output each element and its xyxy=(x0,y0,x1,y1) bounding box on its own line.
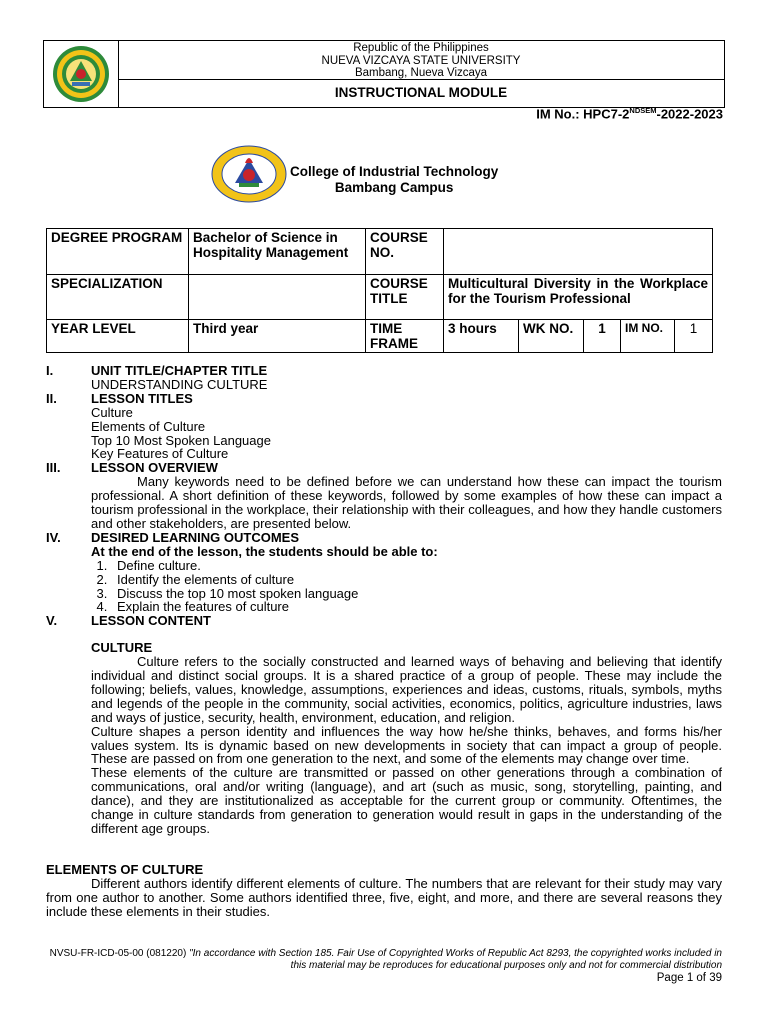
university-logo-cell xyxy=(44,41,119,107)
week-label: WK NO. xyxy=(519,320,584,353)
lesson-title-item: Elements of Culture xyxy=(91,418,206,434)
section-number: III. xyxy=(46,460,61,476)
section-number: V. xyxy=(46,613,58,629)
culture-heading: CULTURE xyxy=(91,640,153,656)
course-title-label: COURSE TITLE xyxy=(366,275,444,320)
section-heading: DESIRED LEARNING OUTCOMES xyxy=(91,529,300,545)
document-header xyxy=(43,40,725,108)
republic-line: Republic of the Philippines xyxy=(353,42,489,54)
section-lesson-overview xyxy=(46,461,722,531)
elements-text-1: Different authors identify different elements of culture. The numbers that are relevant for their study may vary from one author to another. Some authors identified three, five, eight, and more, and there are several reasons they include these elements in their studies. xyxy=(46,875,722,919)
degree-label: DEGREE PROGRAM xyxy=(47,229,189,275)
section-heading: LESSON OVERVIEW xyxy=(91,460,218,476)
form-code: NVSU-FR-ICD-05-00 (081220) xyxy=(49,948,187,959)
course-no-value xyxy=(444,229,713,275)
module-title: INSTRUCTIONAL MODULE xyxy=(334,85,508,100)
specialization-value xyxy=(189,275,366,320)
culture-paragraph-3: These elements of the culture are transmitted or passed on other generations through a combination of communications, oral and/or writing (language), and art (such as music, song, storytelling, painting, and dance), and they are institutionalized as acceptable for the current group or community. Oftentimes, the change in culture standards from generation to generation would result in gaps in the understanding of the different age groups. xyxy=(91,765,722,836)
section-number: IV. xyxy=(46,529,61,545)
week-value: 1 xyxy=(584,320,621,353)
time-frame-value: 3 hours xyxy=(444,320,519,353)
lesson-title-item: Culture xyxy=(91,404,133,420)
college-block xyxy=(290,164,498,196)
elements-heading: ELEMENTS OF CULTURE xyxy=(46,861,204,877)
section-lesson-content xyxy=(46,614,722,628)
im-no-label: IM NO. xyxy=(621,320,675,353)
lesson-title-item: Top 10 Most Spoken Language xyxy=(91,432,271,448)
im-number xyxy=(536,106,723,121)
section-number: II. xyxy=(46,390,57,406)
lesson-title-item: Key Features of Culture xyxy=(91,446,229,462)
overview-text: Many keywords need to be defined before we can understand how these can impact the tourism professional. A short definition of these keywords, followed by some examples of how these can impact a tourism professional in the workplace, their relationship with their colleagues, and how they handle customers and other stakeholders, are presented below. xyxy=(91,474,722,531)
culture-paragraph-2: Culture shapes a person identity and influences the way how he/she thinks, behaves, and forms his/her values system. Its is dynamic based on new developments in society that can impact a group of people. These are passed on from one generation to the next, and some of the elements may change over time. xyxy=(91,723,722,767)
page-number: Page 1 of 39 xyxy=(656,972,722,984)
cit-logo-icon xyxy=(211,145,287,203)
culture-text-1: Culture refers to the socially constructed and learned ways of behaving and believing that identify individual and distinct social groups. It is a shared practice of a group of people. These may include the following; beliefs, values, knowledge, assumptions, experiences and ideas, customs, rituals, symbols, myths and legends of the people in the community, social activities, economics, politics, agriculture industries, laws and ways of justice, security, health, environment, education, and religion. xyxy=(91,654,722,725)
section-heading: UNIT TITLE/CHAPTER TITLE xyxy=(91,363,268,378)
header-institution xyxy=(118,41,724,80)
degree-value: Bachelor of Science in Hospitality Management xyxy=(189,229,366,275)
campus-line: Bambang, Nueva Vizcaya xyxy=(354,67,488,79)
course-title-value xyxy=(444,275,713,320)
section-number: I. xyxy=(46,363,54,378)
specialization-label: SPECIALIZATION xyxy=(47,275,189,320)
unit-title: UNDERSTANDING CULTURE xyxy=(91,376,268,392)
year-level-value: Third year xyxy=(189,320,366,353)
culture-paragraph-1 xyxy=(91,655,722,725)
section-heading: LESSON CONTENT xyxy=(91,613,211,629)
section-heading: LESSON TITLES xyxy=(91,390,193,406)
course-no-label: COURSE NO. xyxy=(366,229,444,275)
year-level-label: YEAR LEVEL xyxy=(47,320,189,353)
section-lesson-titles xyxy=(46,392,722,462)
college-campus: Bambang Campus xyxy=(334,180,454,195)
im-number-sup: NDSEM xyxy=(629,106,657,115)
college-name: College of Industrial Technology xyxy=(290,164,499,179)
copyright-notice: "In accordance with Section 185. Fair Use of Copyrighted Works of Republic Act 8293, the copyrighted works included in this material may be reproduces for educational purposes only and not for commercial distribution xyxy=(189,948,722,971)
nvsu-seal-icon xyxy=(44,41,118,107)
course-title-text: Multicultural Diversity in the Workplace for the Tourism Professional xyxy=(448,276,708,306)
im-no-value: 1 xyxy=(675,320,713,353)
outcome-item: 3. Discuss the top 10 most spoken language xyxy=(111,587,722,601)
section-learning-outcomes xyxy=(46,531,722,614)
overview-paragraph xyxy=(91,475,722,531)
section-unit-title xyxy=(46,364,722,392)
course-info-table xyxy=(46,228,713,353)
time-frame-label: TIME FRAME xyxy=(366,320,444,353)
outcomes-intro: At the end of the lesson, the students should be able to: xyxy=(91,543,438,559)
footer-notice xyxy=(46,948,722,972)
elements-paragraph-1 xyxy=(46,877,722,919)
module-content xyxy=(46,364,722,919)
university-name: NUEVA VIZCAYA STATE UNIVERSITY xyxy=(321,54,521,67)
im-number-suffix: -2022-2023 xyxy=(656,106,723,122)
outcome-item: 2. Identify the elements of culture xyxy=(111,573,722,587)
im-number-label: IM No.: HPC7-2 xyxy=(536,106,630,122)
outcomes-list xyxy=(66,559,722,615)
outcome-item: 4. Explain the features of culture xyxy=(111,600,722,614)
outcome-item: 1. Define culture. xyxy=(111,559,722,573)
